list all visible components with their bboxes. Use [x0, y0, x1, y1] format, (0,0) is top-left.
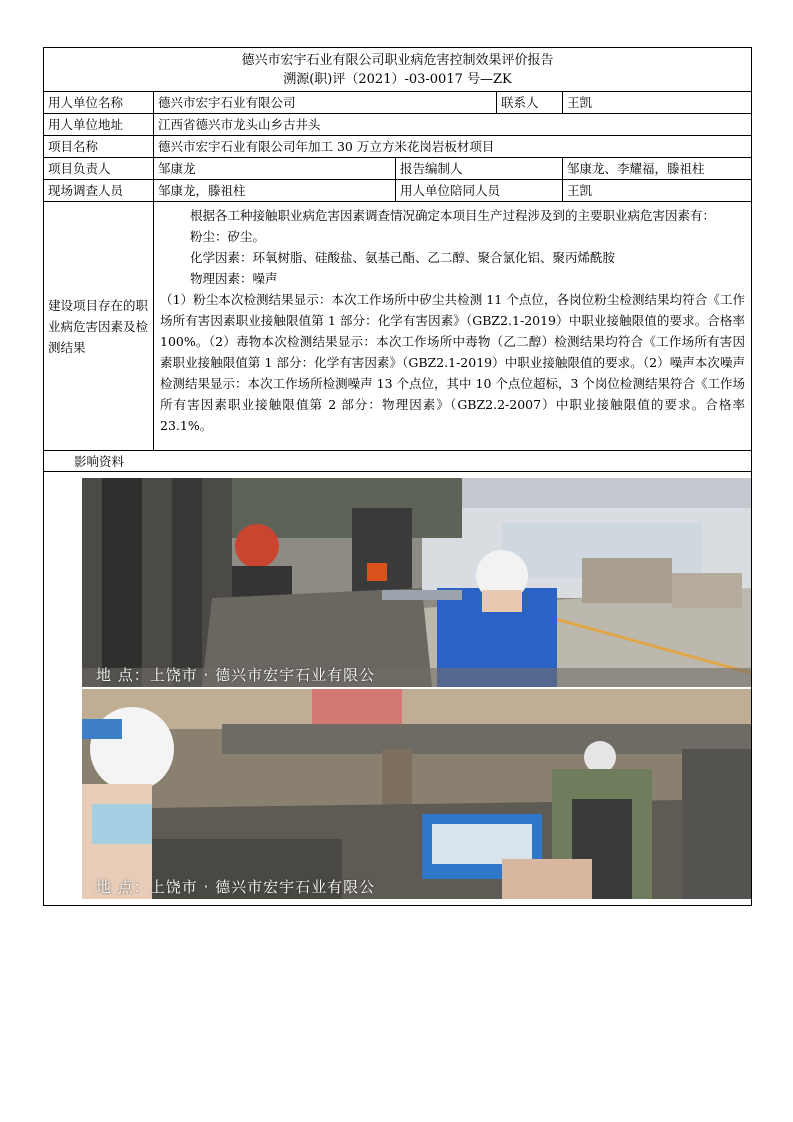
escort-label: 用人单位陪同人员 — [396, 180, 563, 202]
site-photo-1 — [82, 478, 751, 687]
report-header — [44, 48, 752, 92]
employer-label: 用人单位名称 — [44, 92, 154, 114]
surveyor-label: 现场调查人员 — [44, 180, 154, 202]
compiler-value: 邹康龙、李耀福，滕祖柱 — [563, 158, 752, 180]
escort-value: 王凯 — [563, 180, 752, 202]
report-sheet — [43, 47, 751, 906]
contact-value: 王凯 — [563, 92, 752, 114]
report-number: 溯源(职)评（2021）-03-0017 号—ZK — [283, 72, 512, 87]
report-title: 德兴市宏宇石业有限公司职业病危害控制效果评价报告 — [241, 53, 554, 68]
site-photo-2-scene — [82, 689, 751, 899]
factors-body — [154, 202, 752, 451]
contact-label: 联系人 — [497, 92, 563, 114]
photo-1-caption: 地 点：上饶市 · 德兴市宏宇石业有限公 — [96, 666, 376, 684]
surveyor-value: 邹康龙，滕祖柱 — [154, 180, 396, 202]
photo-2-caption: 地 点：上饶市 · 德兴市宏宇石业有限公 — [96, 878, 376, 896]
factor-dust: 粉尘：矽尘。 — [190, 229, 266, 244]
project-value: 德兴市宏宇石业有限公司年加工 30 万立方米花岗岩板材项目 — [154, 136, 752, 158]
factor-physical: 物理因素：噪声 — [190, 271, 278, 286]
factors-label: 建设项目存在的职业病危害因素及检测结果 — [44, 202, 154, 451]
site-photo-1-scene — [82, 478, 751, 687]
factors-intro: 根据各工种接触职业病危害因素调查情况确定本项目生产过程涉及到的主要职业病危害因素有： — [190, 208, 716, 223]
project-label: 项目名称 — [44, 136, 154, 158]
address-value: 江西省德兴市龙头山乡古井头 — [154, 114, 752, 136]
factor-results: （1）粉尘本次检测结果显示：本次工作场所中矽尘共检测 11 个点位，各岗位粉尘检测结果均符合《工作场所有害因素职业接触限值第 1 部分：化学有害因素》（GBZ2.1-2019）中职业接触限值的要求。合格率 100%。（2）毒物本次检测结果显示：本次工作场所中毒物（乙二醇）检测结果均符合《工作场所有害因素职业接触限值第 1 部分：化学有害因素》（GBZ2.1-2019）中职业接触限值的要求。（2）噪声本次噪声检测结果显示：本次工作场所检测噪声 13 个点位，其中 10 个点位超标，3 个岗位检测结果符合《工作场所有害因素职业接触限值第 2 部分：物理因素》（GBZ2.2-2007）中职业接触限值的要求。合格率 23.1%。 — [160, 292, 746, 433]
site-photo-2 — [82, 689, 751, 899]
photo-area — [44, 472, 752, 905]
images-label: 影响资料 — [44, 451, 752, 472]
info-table — [43, 47, 752, 906]
leader-label: 项目负责人 — [44, 158, 154, 180]
leader-value: 邹康龙 — [154, 158, 396, 180]
address-label: 用人单位地址 — [44, 114, 154, 136]
compiler-label: 报告编制人 — [396, 158, 563, 180]
images-cell — [44, 472, 752, 906]
employer-value: 德兴市宏宇石业有限公司 — [154, 92, 497, 114]
factor-chemical: 化学因素：环氧树脂、硅酸盐、氨基己酯、乙二醇、聚合氯化铝、聚丙烯酰胺 — [190, 250, 616, 265]
